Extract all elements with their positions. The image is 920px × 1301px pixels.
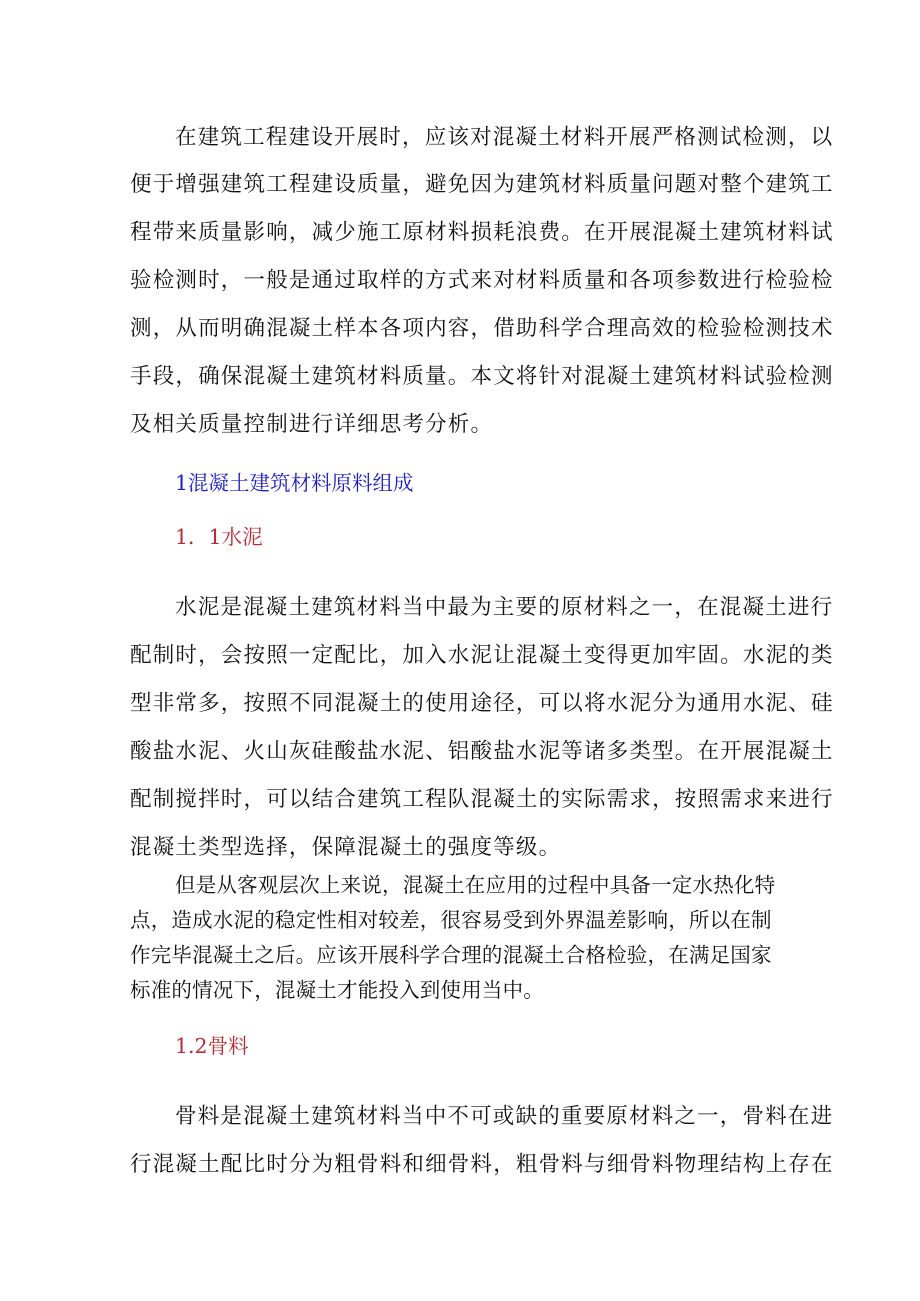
subsection-heading-1-1: 1．1水泥: [175, 525, 263, 549]
intro-line-6: 手段，确保混凝土建筑材料质量。本文将针对混凝土建筑材料试验检测: [130, 364, 834, 389]
intro-line-1: 在建筑工程建设开展时，应该对混凝土材料开展严格测试检测，以: [175, 125, 834, 150]
cement-p2-line-4: 标准的情况下，混凝土才能投入到使用当中。: [130, 978, 544, 1002]
cement-p1-line-1: 水泥是混凝土建筑材料当中最为主要的原材料之一，在混凝土进行: [175, 595, 834, 620]
cement-p1-line-3: 型非常多，按照不同混凝土的使用途径，可以将水泥分为通用水泥、硅: [130, 691, 834, 716]
intro-line-5: 测，从而明确混凝土样本各项内容，借助科学合理高效的检验检测技术: [130, 316, 834, 341]
cement-p1-line-6: 混凝土类型选择，保障混凝土的强度等级。: [130, 835, 562, 860]
cement-p2-line-3: 作完毕混凝土之后。应该开展科学合理的混凝土合格检验，在满足国家: [130, 943, 772, 967]
intro-line-2: 便于增强建筑工程建设质量，避免因为建筑材料质量问题对整个建筑工: [130, 172, 834, 197]
subsection-heading-1-2: 1.2骨料: [175, 1034, 249, 1058]
cement-p1-line-5: 配制搅拌时，可以结合建筑工程队混凝土的实际需求，按照需求来进行: [130, 787, 834, 812]
aggregate-line-2: 行混凝土配比时分为粗骨料和细骨料，粗骨料与细骨料物理结构上存在: [130, 1152, 834, 1177]
aggregate-line-1: 骨料是混凝土建筑材料当中不可或缺的重要原材料之一，骨料在进: [175, 1104, 834, 1129]
cement-p2-line-2: 点，造成水泥的稳定性相对较差，很容易受到外界温差影响，所以在制: [130, 908, 772, 932]
intro-line-7: 及相关质量控制进行详细思考分析。: [130, 412, 494, 437]
cement-p1-line-2: 配制时，会按照一定配比，加入水泥让混凝土变得更加牢固。水泥的类: [130, 643, 834, 668]
intro-line-3: 程带来质量影响，减少施工原材料损耗浪费。在开展混凝土建筑材料试: [130, 220, 834, 245]
cement-p2-line-1: 但是从客观层次上来说，混凝土在应用的过程中具备一定水热化特: [175, 873, 776, 897]
intro-line-4: 验检测时，一般是通过取样的方式来对材料质量和各项参数进行检验检: [130, 268, 834, 293]
cement-p1-line-4: 酸盐水泥、火山灰硅酸盐水泥、铝酸盐水泥等诸多类型。在开展混凝土: [130, 739, 834, 764]
section-heading-1: 1混凝土建筑材料原料组成: [175, 471, 414, 495]
